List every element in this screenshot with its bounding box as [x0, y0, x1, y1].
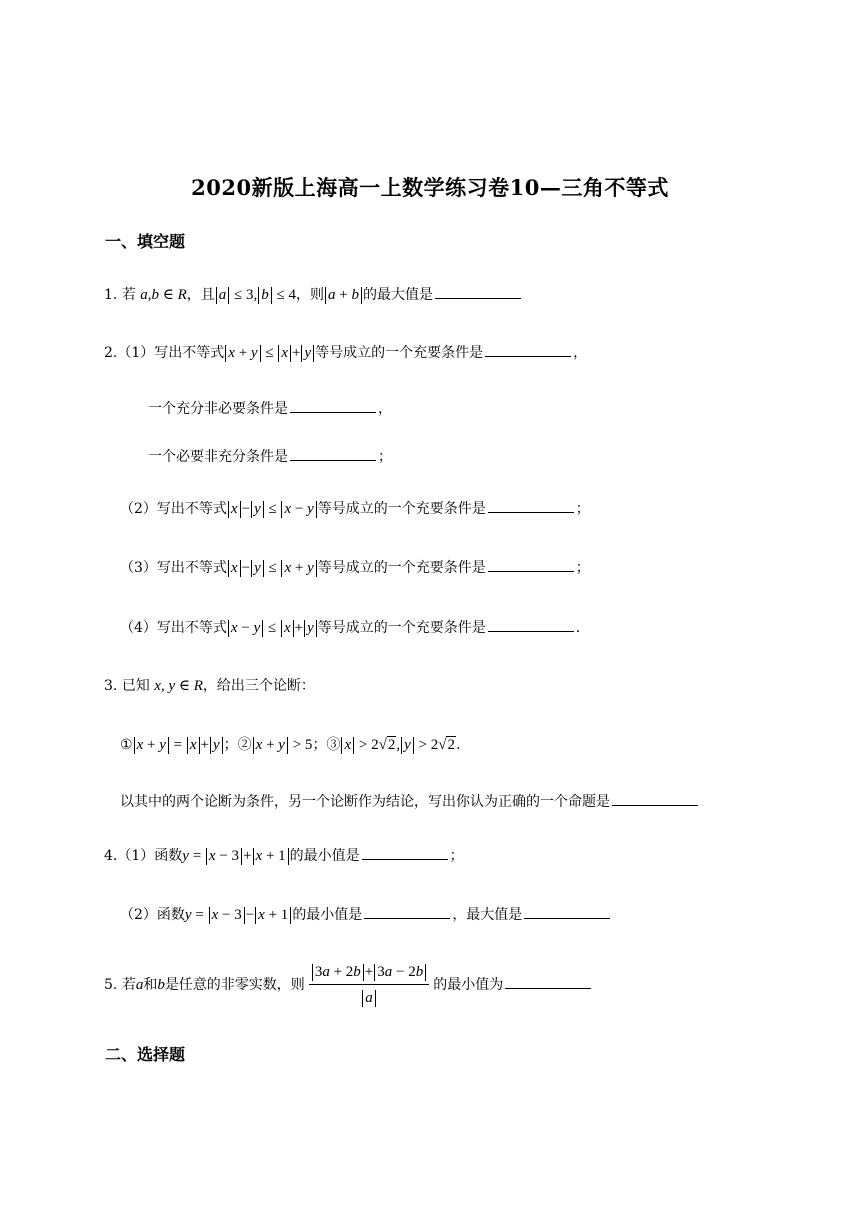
page-title: 2020新版上海高一上数学练习卷10—三角不等式 [191, 175, 669, 200]
fraction-expression: $\frac{3a + 2b + 3a - 2b}{a}$ [309, 962, 429, 1008]
question-2-part-3: （3）写出不等式 x − y ≤ x + y 等号成立的一个充要条件是 ； [120, 557, 590, 578]
section-fill-in: 一、填空题 [105, 232, 186, 251]
question-2-part-1b: 一个充分非必要条件是 ， [148, 398, 392, 419]
answer-blank [612, 791, 698, 806]
answer-blank [485, 342, 571, 357]
answer-blank [524, 904, 610, 919]
question-3-statements: ① x + y = x + y ；② x + y > 5；③ x > 2√2, y > 2√2. [120, 737, 461, 753]
answer-blank [505, 974, 591, 989]
answer-blank [290, 398, 376, 413]
answer-blank [488, 498, 574, 513]
answer-blank [290, 446, 376, 461]
answer-blank [488, 617, 574, 632]
answer-blank [364, 904, 450, 919]
question-3: 3. 已知 x, y ∈ R，给出三个论断： [104, 678, 315, 694]
answer-blank [362, 845, 448, 860]
question-4-part-2: （2）函数y = x − 3 − x + 1 的最小值是 ，最大值是 [120, 904, 612, 925]
question-2-part-1c: 一个必要非充分条件是 ； [148, 446, 392, 467]
answer-blank [435, 284, 521, 299]
question-1: 1. 若 a,b ∈ R，且 a ≤ 3, b ≤ 4，则 a + b 的最大值是 [104, 284, 523, 305]
question-5: 5. 若a和b是任意的非零实数，则 $\frac{3a + 2b + 3a - 2b}{a}$ 的最小值为 [104, 962, 593, 1008]
question-4-part-1: 4.（1）函数y = x − 3 + x + 1 的最小值是 ； [104, 845, 464, 866]
section-choice: 二、选择题 [105, 1045, 186, 1064]
question-3-prompt: 以其中的两个论断为条件，另一个论断作为结论，写出你认为正确的一个命题是 [120, 791, 700, 812]
question-2-part-4: （4）写出不等式 x − y ≤ x + y 等号成立的一个充要条件是 . [120, 617, 580, 638]
question-2-part-1: 2.（1）写出不等式 x + y ≤ x + y 等号成立的一个充要条件是 ， [104, 342, 587, 363]
question-2-part-2: （2）写出不等式 x − y ≤ x − y 等号成立的一个充要条件是 ； [120, 498, 590, 519]
answer-blank [488, 557, 574, 572]
